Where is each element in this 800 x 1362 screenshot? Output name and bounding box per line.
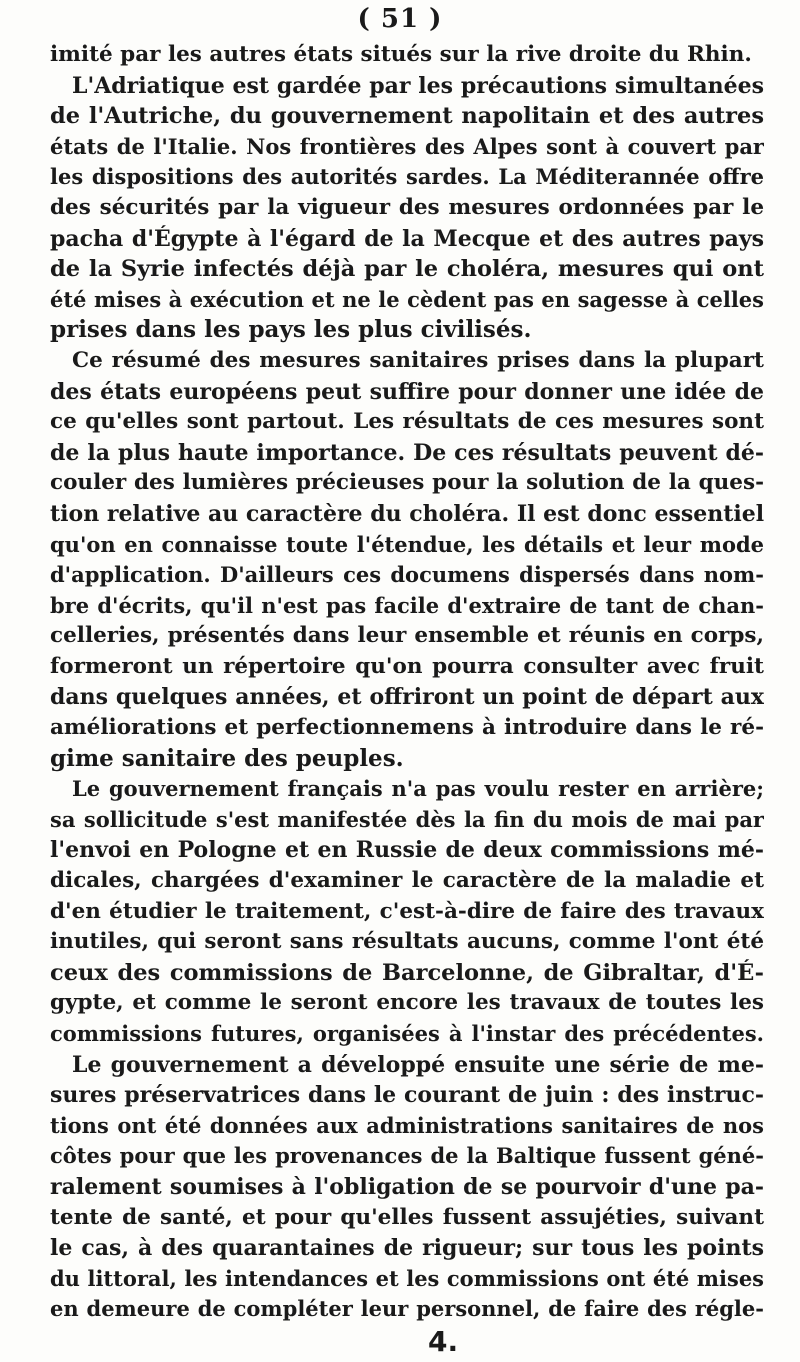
text-line: des sécurités par la vigueur des mesures ordonnées par le bbox=[50, 194, 764, 220]
signature-mark: 4. bbox=[428, 1325, 459, 1358]
text-line: été mises à exécution et ne le cèdent pas en sagesse à celles bbox=[50, 286, 764, 312]
text-line: améliorations et perfectionnemens à introduire dans le ré- bbox=[50, 715, 764, 741]
text-line: de la Syrie infectés déjà par le choléra, mesures qui ont bbox=[50, 256, 764, 283]
text-line: couler des lumières précieuses pour la solution de la ques- bbox=[50, 470, 764, 496]
text-line: sures préservatrices dans le courant de juin : des instruc- bbox=[50, 1082, 764, 1109]
text-line: celleries, présentés dans leur ensemble et réunis en corps, bbox=[50, 623, 764, 649]
text-line: sa sollicitude s'est manifestée dès la fin du mois de mai par bbox=[50, 806, 764, 832]
text-line: ceux des commissions de Barcelonne, de Gibraltar, d'É- bbox=[50, 959, 764, 986]
text-line: prises dans les pays les plus civilisés. bbox=[50, 316, 532, 344]
body-text bbox=[50, 40, 764, 1325]
text-line: formeront un répertoire qu'on pourra consulter avec fruit bbox=[50, 653, 764, 679]
text-line: dicales, chargées d'examiner le caractère de la maladie et bbox=[50, 868, 764, 894]
text-line: Le gouvernement a développé ensuite une série de me- bbox=[72, 1051, 764, 1078]
text-line: ce qu'elles sont partout. Les résultats de ces mesures sont bbox=[50, 409, 764, 435]
text-line: états de l'Italie. Nos frontières des Alpes sont à couvert par bbox=[50, 133, 764, 159]
text-line: ralement soumises à l'obligation de se pourvoir d'une pa- bbox=[50, 1173, 764, 1200]
text-line: tions ont été données aux administrations sanitaires de nos bbox=[50, 1112, 764, 1138]
text-line: L'Adriatique est gardée par les précautions simultanées bbox=[72, 72, 764, 99]
text-line: tion relative au caractère du choléra. Il est donc essentiel bbox=[50, 500, 764, 527]
text-line: de l'Autriche, du gouvernement napolitain et des autres bbox=[50, 103, 764, 130]
text-line: d'en étudier le traitement, c'est-à-dire de faire des travaux bbox=[50, 898, 764, 924]
text-line: en demeure de compléter leur personnel, de faire des régle- bbox=[50, 1296, 764, 1322]
text-line: gime sanitaire des peuples. bbox=[50, 744, 404, 772]
text-line: tente de santé, et pour qu'elles fussent assujéties, suivant bbox=[50, 1204, 764, 1230]
text-line: l'envoi en Pologne et en Russie de deux commissions mé- bbox=[50, 837, 764, 864]
text-line: Le gouvernement français n'a pas voulu rester en arrière; bbox=[72, 776, 764, 802]
page-number: ( 51 ) bbox=[357, 4, 443, 34]
text-line: pacha d'Égypte à l'égard de la Mecque et des autres pays bbox=[50, 225, 764, 252]
text-line: côtes pour que les provenances de la Baltique fussent géné- bbox=[50, 1143, 764, 1169]
text-line: dans quelques années, et offriront un point de départ aux bbox=[50, 684, 764, 711]
text-line: qu'on en connaisse toute l'étendue, les détails et leur mode bbox=[50, 531, 764, 557]
text-line: inutiles, qui seront sans résultats aucuns, comme l'ont été bbox=[50, 929, 764, 955]
text-line: les dispositions des autorités sardes. La Méditerannée offre bbox=[50, 164, 764, 190]
text-line: bre d'écrits, qu'il n'est pas facile d'extraire de tant de chan- bbox=[50, 592, 764, 618]
text-line: imité par les autres états situés sur la rive droite du Rhin. bbox=[50, 42, 752, 67]
text-line: de la plus haute importance. De ces résultats peuvent dé- bbox=[50, 439, 764, 466]
text-line: commissions futures, organisées à l'instar des précédentes. bbox=[50, 1021, 764, 1046]
text-line: gypte, et comme le seront encore les travaux de toutes les bbox=[50, 990, 764, 1016]
text-line: Ce résumé des mesures sanitaires prises dans la plupart bbox=[72, 347, 764, 373]
text-line: le cas, à des quarantaines de rigueur; sur tous les points bbox=[50, 1235, 764, 1262]
text-line: des états européens peut suffire pour donner une idée de bbox=[50, 378, 764, 405]
text-line: du littoral, les intendances et les commissions ont été mises bbox=[50, 1265, 764, 1291]
text-line: d'application. D'ailleurs ces documens dispersés dans nom- bbox=[50, 562, 764, 588]
